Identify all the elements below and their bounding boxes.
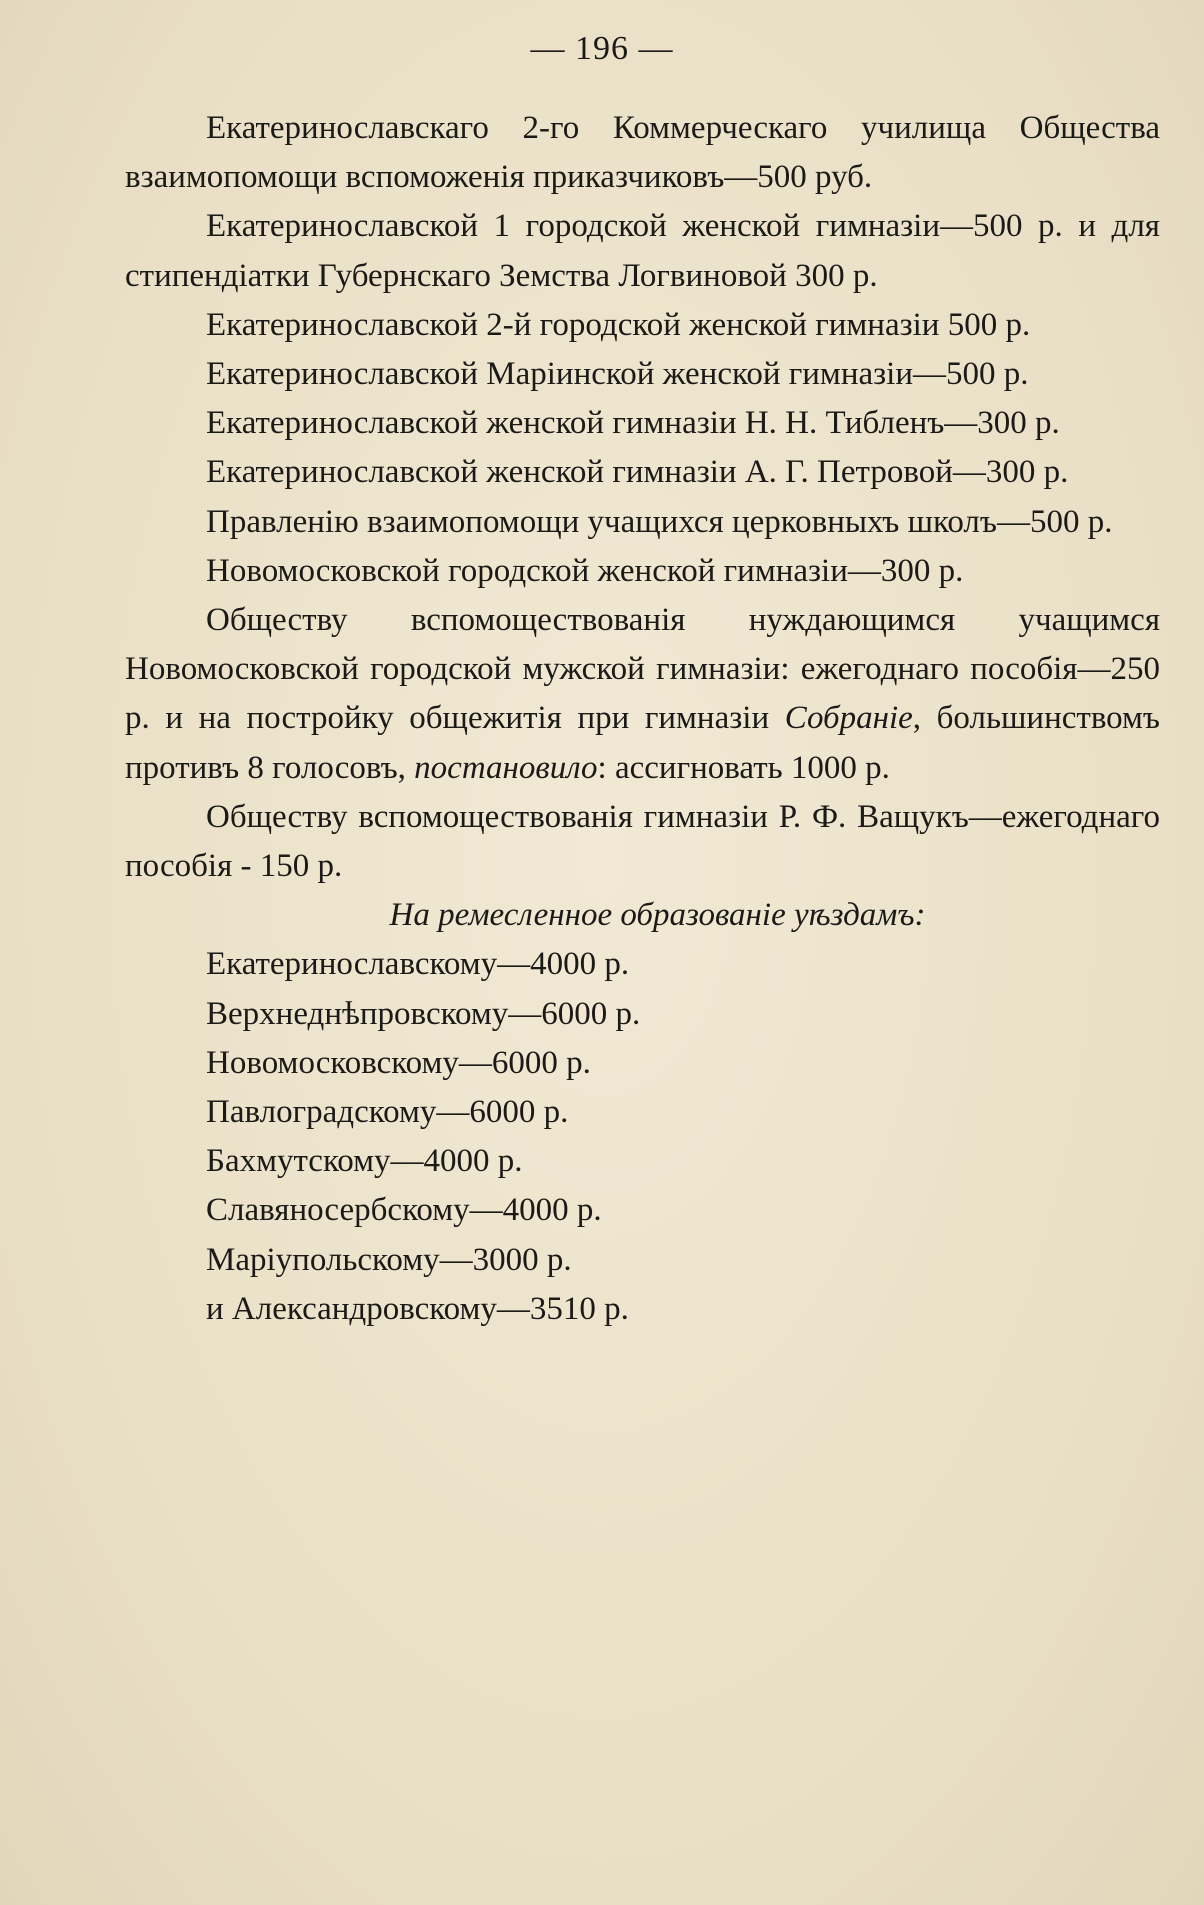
district-item: Павлоградскому—6000 р. — [206, 1094, 569, 1131]
paragraph-vashchuk-gymnasium: Обществу вспомоществованія гимназіи Р. Ф. Ващукъ—ежегоднаго пособія - 150 р. — [125, 798, 1160, 885]
paragraph-novomoskovsk-society — [125, 596, 1160, 793]
body-text — [125, 104, 1160, 1334]
paragraph-women-gymnasium-2: Екатеринославской 2-й городской женской гимназіи 500 р. — [206, 306, 1031, 343]
district-item: Верхнеднѣпровскому—6000 р. — [206, 995, 641, 1032]
district-item: Новомосковскому—6000 р. — [206, 1044, 591, 1081]
paragraph-church-schools: Правленію взаимопомощи учащихся церковныхъ школъ—500 р. — [206, 503, 1113, 540]
paragraph-women-gymnasium-1: Екатеринославской 1 городской женской гимназіи—500 р. и для стипендіатки Губернскаго Земства Логвиновой 300 р. — [125, 208, 1160, 294]
district-item: и Александровскому—3510 р. — [206, 1290, 629, 1327]
section-heading: На ремесленное образованіе уѣздамъ: — [389, 897, 926, 934]
society-italic-resolved: постановило — [414, 749, 598, 786]
paragraph-petrova-gymnasium: Екатеринославской женской гимназіи А. Г. Петровой—300 р. — [206, 454, 1069, 491]
district-item: Маріупольскому—3000 р. — [206, 1241, 572, 1278]
district-item: Бахмутскому—4000 р. — [206, 1143, 523, 1180]
society-text-before: Обществу вспомоществованія нуждающимся учащимся Новомосковской городской мужской гимназіи: ежегоднаго пособія—250 р. и на постройку общежитія при гимназіи — [125, 602, 1160, 737]
paragraph-tiblen-gymnasium: Екатеринославской женской гимназіи Н. Н. Тибленъ—300 р. — [206, 405, 1060, 442]
society-text-middle: , большинствомъ противъ 8 голосовъ, — [125, 700, 1160, 786]
paragraph-mariinsky-gymnasium: Екатеринославской Маріинской женской гимназіи—500 р. — [206, 356, 1029, 393]
society-text-after: : ассигновать 1000 р. — [597, 749, 890, 786]
district-item: Славяносербскому—4000 р. — [206, 1192, 602, 1229]
paragraph-commercial-school: Екатеринославскаго 2-го Коммерческаго училища Общества взаимопомощи вспоможенія приказчиковъ—500 руб. — [125, 110, 1160, 196]
page-number: — 196 — — [530, 30, 674, 67]
society-italic-assembly: Собраніе — [784, 700, 913, 737]
paragraph-novomoskovsk-women: Новомосковской городской женской гимназіи—300 р. — [206, 552, 964, 589]
district-item: Екатеринославскому—4000 р. — [206, 946, 630, 983]
